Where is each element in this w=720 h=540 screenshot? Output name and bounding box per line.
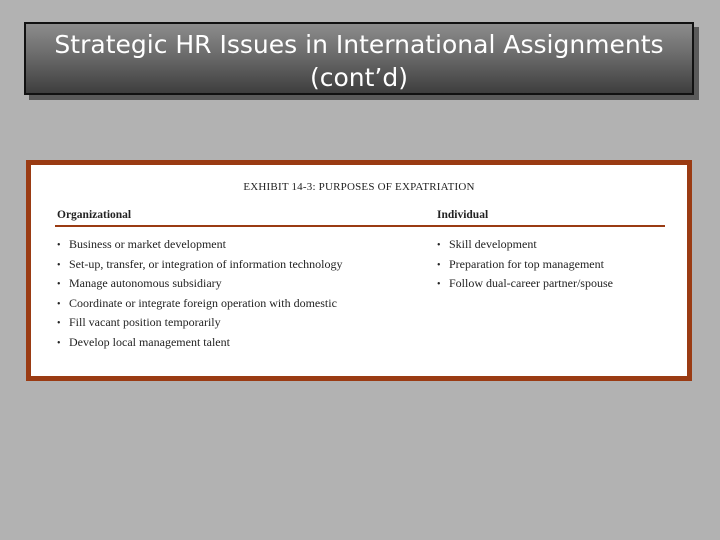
bullet-icon: • xyxy=(57,337,61,349)
list-item-text: Set-up, transfer, or integration of information technology xyxy=(69,256,343,271)
list-item xyxy=(57,235,342,255)
bullet-icon: • xyxy=(437,240,441,251)
bullet-icon: • xyxy=(57,318,61,329)
bullet-icon: • xyxy=(437,279,441,290)
slide-title-line-1: Strategic HR Issues in International Assignments xyxy=(54,30,664,59)
bullet-icon: • xyxy=(437,259,441,271)
exhibit-title: EXHIBIT 14-3: PURPOSES OF EXPATRIATION xyxy=(243,181,475,193)
list-item-text: Business or market development xyxy=(69,237,226,251)
slide-title xyxy=(24,22,694,95)
bullet-icon: • xyxy=(57,279,61,290)
bullet-icon: • xyxy=(57,298,61,310)
slide-title-line-2: (cont’d) xyxy=(309,63,408,92)
list-item xyxy=(57,255,342,275)
list-item xyxy=(57,274,342,294)
list-item-text: Manage autonomous subsidiary xyxy=(69,276,222,290)
organizational-list xyxy=(57,235,342,352)
bullet-icon: • xyxy=(57,240,61,251)
list-item xyxy=(57,333,342,353)
list-item-text: Preparation for top management xyxy=(449,256,604,271)
list-item xyxy=(437,274,613,294)
list-item-text: Coordinate or integrate foreign operation with domestic xyxy=(69,295,337,310)
individual-header: Individual xyxy=(437,209,489,221)
header-divider xyxy=(55,225,665,227)
individual-list xyxy=(437,235,613,294)
bullet-icon: • xyxy=(57,259,61,271)
list-item xyxy=(57,313,342,333)
list-item xyxy=(437,235,613,255)
list-item xyxy=(437,255,613,275)
exhibit-frame xyxy=(26,160,692,381)
list-item-text: Skill development xyxy=(449,237,537,251)
list-item-text: Follow dual-career partner/spouse xyxy=(449,276,613,290)
list-item xyxy=(57,294,342,314)
list-item-text: Fill vacant position temporarily xyxy=(69,315,221,329)
list-item-text: Develop local management talent xyxy=(69,334,230,349)
organizational-header: Organizational xyxy=(57,209,132,221)
